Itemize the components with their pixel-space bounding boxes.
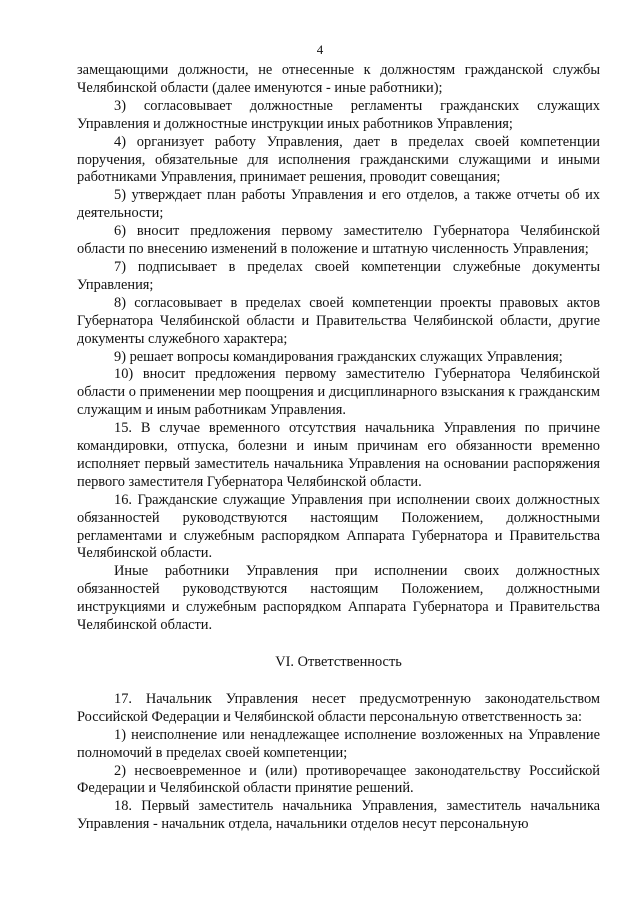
section-heading: VI. Ответственность <box>275 654 402 670</box>
paragraph-responsibility-2: 2) несвоевременное и (или) противоречащее законодательству Российской Федерации и Челябинской области принятие решений. <box>77 762 600 797</box>
paragraph-other-workers: Иные работники Управления при исполнении своих должностных обязанностей руководствуются настоящим Положением, должностными инструкциями и служебным распорядком Аппарата Губернатора и Правительства Челябинской области. <box>77 563 600 634</box>
paragraph-item-4: 4) организует работу Управления, дает в пределах своей компетенции поручения, обязательные для исполнения гражданскими служащими и иными работниками Управления, принимает решения, проводит совещания; <box>77 133 600 186</box>
paragraph-clause-18: 18. Первый заместитель начальника Управления, заместитель начальника Управления - начальник отдела, начальники отделов несут персональную <box>77 798 600 833</box>
paragraph-clause-16: 16. Гражданские служащие Управления при исполнении своих должностных обязанностей руководствуются настоящим Положением, должностными регламентами и служебным распорядком Аппарата Губернатора и Правительства Челябинской области. <box>77 491 600 562</box>
paragraph-item-5: 5) утверждает план работы Управления и его отделов, а также отчеты об их деятельности; <box>77 187 600 222</box>
paragraph-clause-17: 17. Начальник Управления несет предусмотренную законодательством Российской Федерации и Челябинской области персональную ответственность за: <box>77 690 600 725</box>
paragraph-item-9: 9) решает вопросы командирования гражданских служащих Управления; <box>114 348 563 365</box>
paragraph-item-6: 6) вносит предложения первому заместителю Губернатора Челябинской области по внесению изменений в положение и штатную численность Управления; <box>77 223 600 258</box>
document-body <box>77 62 600 834</box>
paragraph-item-8: 8) согласовывает в пределах своей компетенции проекты правовых актов Губернатора Челябинской области и Правительства Челябинской области, другие документы служебного характера; <box>77 294 600 347</box>
paragraph-item-10: 10) вносит предложения первому заместителю Губернатора Челябинской области о применении мер поощрения и дисциплинарного взыскания к гражданским служащим и иным работникам Управления. <box>77 366 600 419</box>
page-number: 4 <box>316 42 324 57</box>
paragraph-clause-15: 15. В случае временного отсутствия начальника Управления по причине командировки, отпуска, болезни и иным причинам его обязанности временно исполняет первый заместитель начальника Управления на основании распоряжения первого заместителя Губернатора Челябинской области. <box>77 420 600 490</box>
paragraph-continuation: замещающими должности, не отнесенные к должностям гражданской службы Челябинской области (далее именуются - иные работники); <box>77 62 600 96</box>
paragraph-item-7: 7) подписывает в пределах своей компетенции служебные документы Управления; <box>77 258 600 293</box>
paragraph-responsibility-1: 1) неисполнение или ненадлежащее исполнение возложенных на Управление полномочий в пределах своей компетенции; <box>77 726 600 761</box>
paragraph-item-3: 3) согласовывает должностные регламенты гражданских служащих Управления и должностные инструкции иных работников Управления; <box>77 97 600 132</box>
